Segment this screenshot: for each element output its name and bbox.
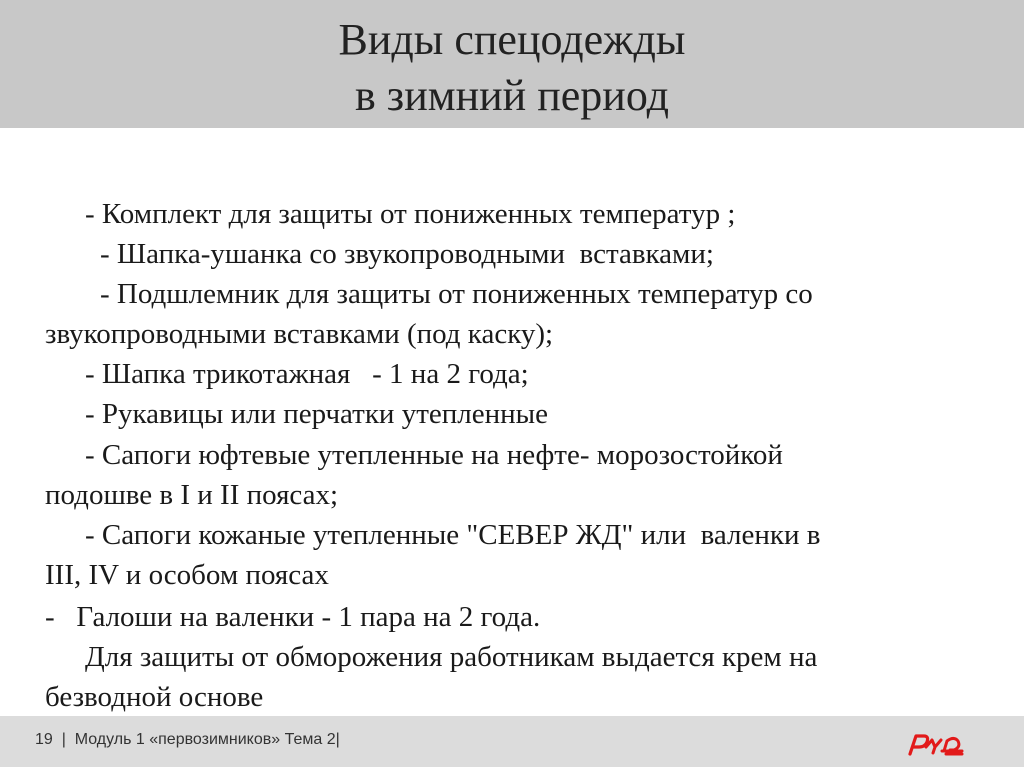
slide-title-line-1: Виды спецодежды [338, 15, 686, 64]
body-line-11: - Галоши на валенки - 1 пара на 2 года. [45, 601, 541, 633]
body-line-13: безводной основе [45, 681, 264, 713]
body-line-3: - Подшлемник для защиты от пониженных температур со [100, 278, 813, 310]
body-line-6: - Рукавицы или перчатки утепленные [85, 398, 548, 430]
body-line-5: - Шапка трикотажная - 1 на 2 года; [85, 358, 529, 390]
rzd-logo-r [910, 736, 928, 754]
rzd-logo [906, 727, 968, 759]
rzd-logo-mark [910, 736, 962, 754]
slide-title-line-2: в зимний период [355, 71, 669, 120]
body-line-1: - Комплект для защиты от пониженных температур ; [85, 198, 736, 230]
body-line-12: Для защиты от обморожения работникам выдается крем на [85, 641, 818, 673]
body-line-4: звукопроводными вставками (под каску); [45, 318, 554, 350]
footer-text: 19 | Модуль 1 «первозимников» Тема 2| [35, 731, 340, 748]
footer [0, 716, 1024, 767]
body-line-2: - Шапка-ушанка со звукопроводными вставками; [100, 238, 714, 270]
body-line-8: подошве в I и II поясах; [45, 479, 339, 511]
body-line-9: - Сапоги кожаные утепленные "СЕВЕР ЖД" или валенки в [85, 519, 821, 551]
body-line-10: III, IV и особом поясах [45, 559, 329, 591]
body-line-7: - Сапоги юфтевые утепленные на нефте- морозостойкой [85, 439, 783, 471]
rzd-logo-d [942, 739, 962, 755]
